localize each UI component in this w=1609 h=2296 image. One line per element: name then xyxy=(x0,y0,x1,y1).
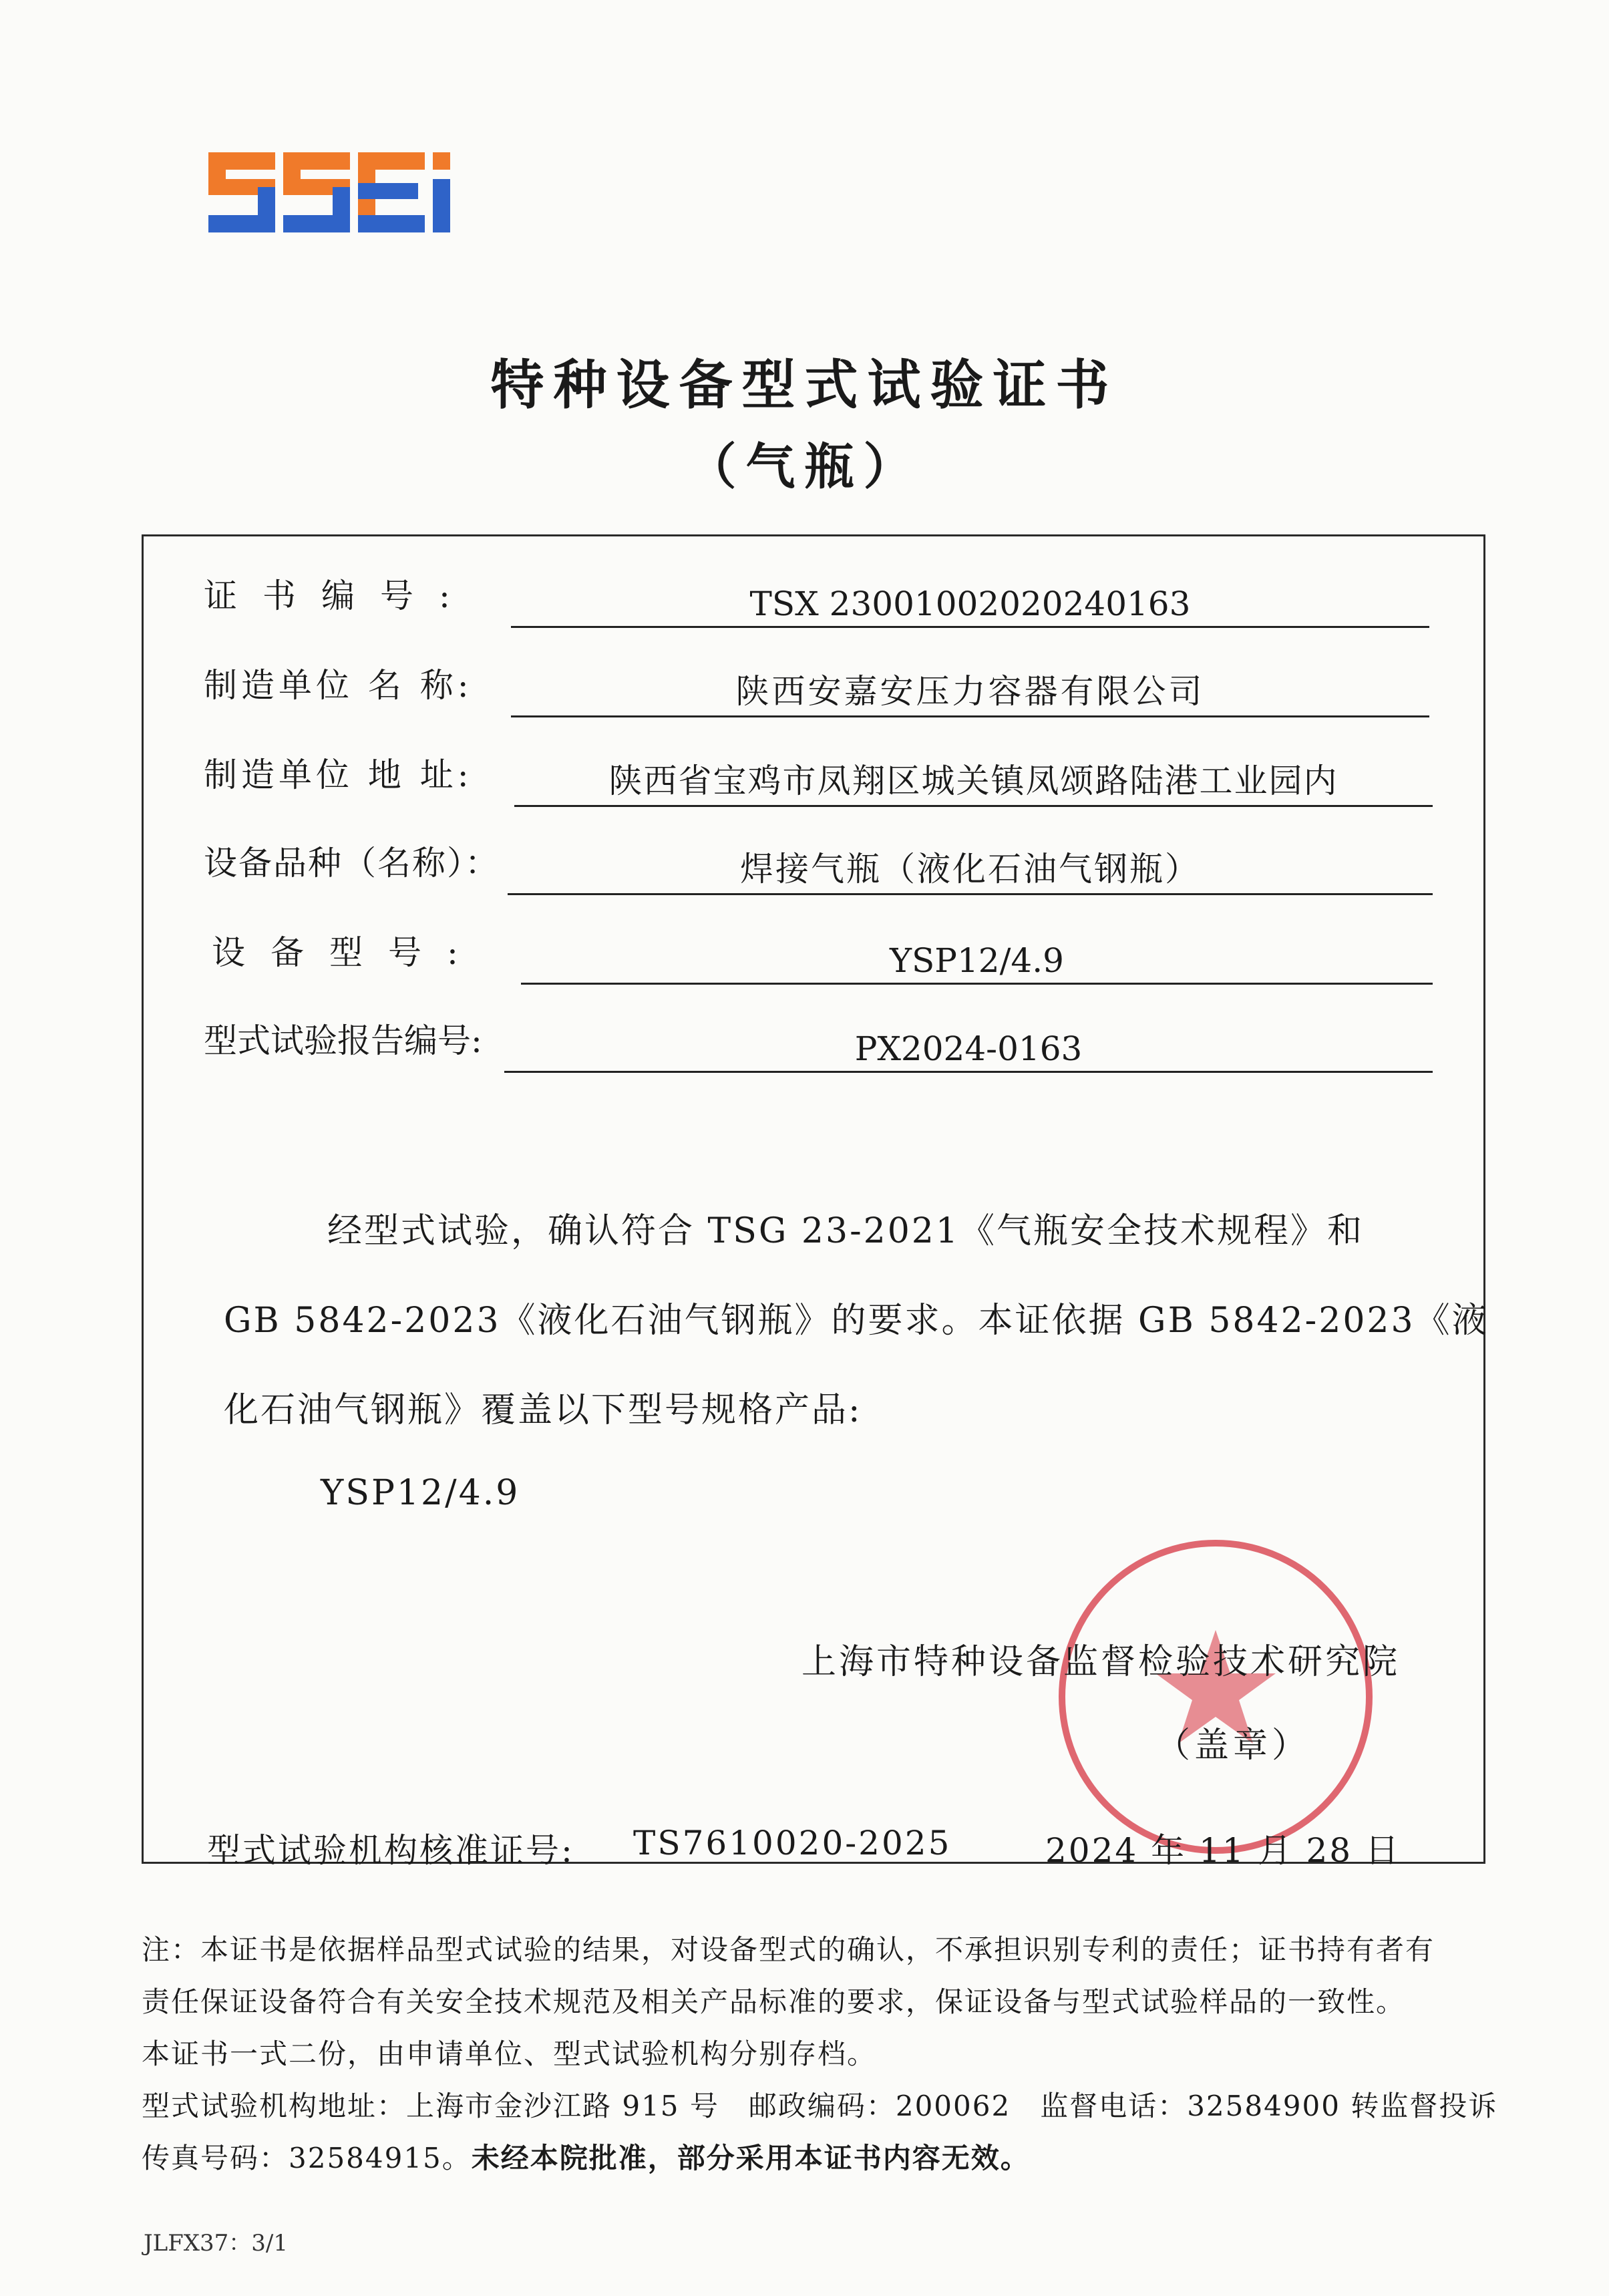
seal-note: （盖章） xyxy=(1155,1726,1311,1766)
field-label: 制造单位 名 称: xyxy=(204,666,473,705)
note-line-2: 责任保证设备符合有关安全技术规范及相关产品标准的要求，保证设备与型式试验样品的一致性。 xyxy=(142,1985,1406,2018)
field-value: PX2024-0163 xyxy=(504,1029,1433,1073)
body-line-3: 化石油气钢瓶》覆盖以下型号规格产品: xyxy=(224,1390,862,1430)
notes-section xyxy=(142,1924,1497,2184)
issue-date: 2024 年 11 月 28 日 xyxy=(1045,1831,1401,1870)
field-value: 陕西安嘉安压力容器有限公司 xyxy=(511,665,1429,717)
field-manufacturer-name xyxy=(204,664,1433,717)
field-equipment-model xyxy=(204,931,1433,985)
field-value: YSP12/4.9 xyxy=(521,941,1433,985)
note-line-5 xyxy=(142,2132,1497,2184)
validity-warning: 未经本院批准，部分采用本证书内容无效。 xyxy=(471,2142,1030,2174)
form-code: JLFX37：3/1 xyxy=(144,2230,288,2257)
field-manufacturer-address xyxy=(204,754,1433,807)
covered-model: YSP12/4.9 xyxy=(321,1473,520,1513)
fax-number: 传真号码：32584915。 xyxy=(142,2142,472,2174)
field-value: 焊接气瓶（液化石油气钢瓶） xyxy=(508,842,1433,895)
field-label: 设备型号: xyxy=(212,933,484,972)
issuer-name: 上海市特种设备监督检验技术研究院 xyxy=(801,1642,1401,1682)
field-certificate-number xyxy=(204,575,1433,628)
body-line-1: 经型式试验，确认符合 TSG 23-2021《气瓶安全技术规程》和 xyxy=(327,1211,1364,1251)
field-equipment-type xyxy=(204,842,1433,895)
ssei-logo xyxy=(208,152,496,232)
approval-number: TS7610020-2025 xyxy=(633,1824,952,1862)
note-line-1: 注：本证书是依据样品型式试验的结果，对设备型式的确认，不承担识别专利的责任；证书持有者有 xyxy=(142,1933,1435,1966)
field-label: 制造单位 地 址: xyxy=(204,756,473,794)
logo-letter-s1 xyxy=(208,152,275,232)
logo-letter-s2 xyxy=(283,152,350,232)
note-line-3: 本证书一式二份，由申请单位、型式试验机构分别存档。 xyxy=(142,2037,877,2070)
approval-label: 型式试验机构核准证号: xyxy=(207,1831,574,1870)
field-test-report-number xyxy=(204,1019,1433,1073)
field-value: 陕西省宝鸡市凤翔区城关镇凤颂路陆港工业园内 xyxy=(514,754,1433,807)
logo-letter-e xyxy=(358,152,425,232)
field-value: TSX 23001002020240163 xyxy=(511,585,1429,628)
official-seal xyxy=(1049,1530,1383,1864)
field-label: 型式试验报告编号: xyxy=(204,1021,482,1060)
note-line-4: 型式试验机构地址：上海市金沙江路 915 号 邮政编码：200062 监督电话：32584900 转监督投诉 xyxy=(142,2090,1498,2122)
body-line-2: GB 5842-2023《液化石油气钢瓶》的要求。本证依据 GB 5842-2023《液 xyxy=(224,1301,1489,1341)
certificate-subtitle: （气瓶） xyxy=(687,438,922,496)
field-label: 证书编号: xyxy=(204,577,476,615)
logo-letter-i xyxy=(433,152,450,232)
certificate-title: 特种设备型式试验证书 xyxy=(490,354,1119,416)
field-label: 设备品种（名称）： xyxy=(204,844,500,882)
